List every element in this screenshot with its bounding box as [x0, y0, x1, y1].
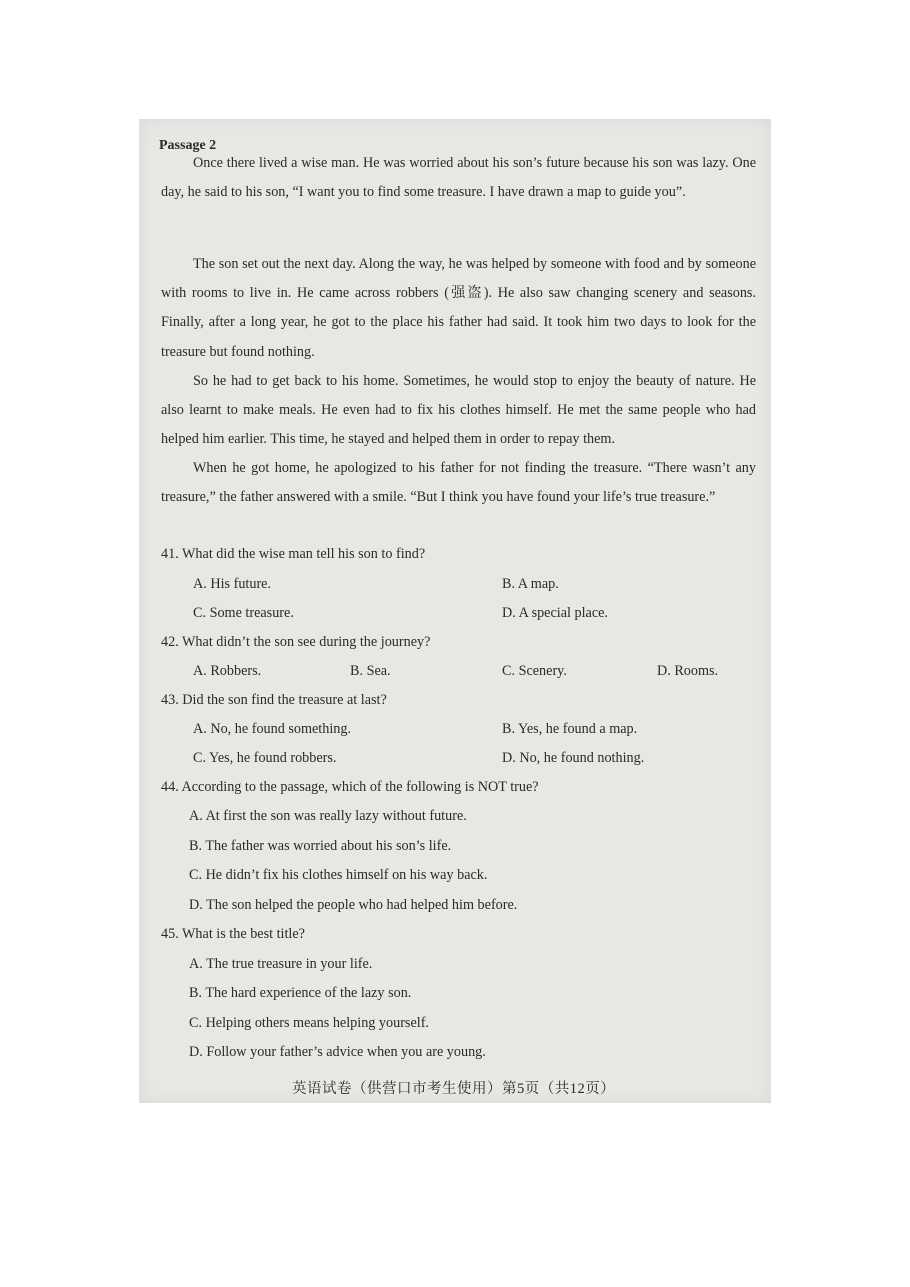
question-42 [161, 634, 430, 651]
option-43-b[interactable]: B. Yes, he found a map. [502, 721, 638, 737]
question-41 [161, 546, 425, 563]
paragraph-1: Once there lived a wise man. He was worried about his son’s future because his son was lazy. One day, he said to his son, “I want you to find some treasure. I have drawn a map to guide you”. [161, 155, 756, 201]
option-45-a[interactable]: A. The true treasure in your life. [189, 956, 373, 972]
option-41-b[interactable]: B. A map. [502, 576, 559, 592]
question-text: What did the wise man tell his son to find? [182, 546, 426, 562]
paragraph-4: When he got home, he apologized to his father for not finding the treasure. “There wasn’t any treasure,” the father answered with a smile. “But I think you have found your life’s true treasure.” [161, 460, 756, 506]
question-number: 41. [161, 546, 179, 562]
question-45 [161, 926, 305, 943]
option-44-b[interactable]: B. The father was worried about his son’s life. [189, 838, 452, 854]
option-43-c[interactable]: C. Yes, he found robbers. [193, 750, 337, 766]
question-44 [161, 779, 539, 796]
page-footer: 英语试卷（供营口市考生使用）第5页（共12页） [292, 1081, 616, 1097]
question-text: Did the son find the treasure at last? [182, 692, 387, 708]
passage-heading: Passage 2 [159, 138, 217, 153]
option-44-d[interactable]: D. The son helped the people who had helped him before. [189, 897, 518, 913]
question-number: 45. [161, 926, 179, 942]
option-41-d[interactable]: D. A special place. [502, 605, 608, 621]
option-41-a[interactable]: A. His future. [193, 576, 272, 592]
option-44-a[interactable]: A. At first the son was really lazy without future. [189, 808, 467, 824]
question-text: According to the passage, which of the following is NOT true? [181, 779, 539, 795]
option-44-c[interactable]: C. He didn’t fix his clothes himself on his way back. [189, 867, 488, 883]
option-43-d[interactable]: D. No, he found nothing. [502, 750, 645, 766]
option-42-b[interactable]: B. Sea. [350, 663, 391, 679]
option-42-c[interactable]: C. Scenery. [502, 663, 567, 679]
option-42-a[interactable]: A. Robbers. [193, 663, 262, 679]
option-45-d[interactable]: D. Follow your father’s advice when you are young. [189, 1044, 486, 1060]
question-text: What didn’t the son see during the journey? [182, 634, 431, 650]
option-41-c[interactable]: C. Some treasure. [193, 605, 294, 621]
option-43-a[interactable]: A. No, he found something. [193, 721, 352, 737]
question-number: 43. [161, 692, 179, 708]
option-45-b[interactable]: B. The hard experience of the lazy son. [189, 985, 412, 1001]
paragraph-3: So he had to get back to his home. Sometimes, he would stop to enjoy the beauty of nature. He also learnt to make meals. He even had to fix his clothes himself. He met the same people who had helped him earlier. This time, he stayed and helped them in order to repay them. [161, 373, 756, 448]
question-number: 44. [161, 779, 179, 795]
option-42-d[interactable]: D. Rooms. [657, 663, 719, 679]
question-43 [161, 692, 387, 709]
paragraph-2: The son set out the next day. Along the way, he was helped by someone with food and by someone with rooms to live in. He came across robbers (强盗). He also saw changing scenery and seasons. Finally, after a long year, he got to the place his father had said. It took him two days to look for the treasure but found nothing. [161, 256, 756, 360]
option-45-c[interactable]: C. Helping others means helping yourself. [189, 1015, 429, 1031]
question-text: What is the best title? [182, 926, 305, 942]
exam-page [139, 119, 771, 1103]
question-number: 42. [161, 634, 179, 650]
